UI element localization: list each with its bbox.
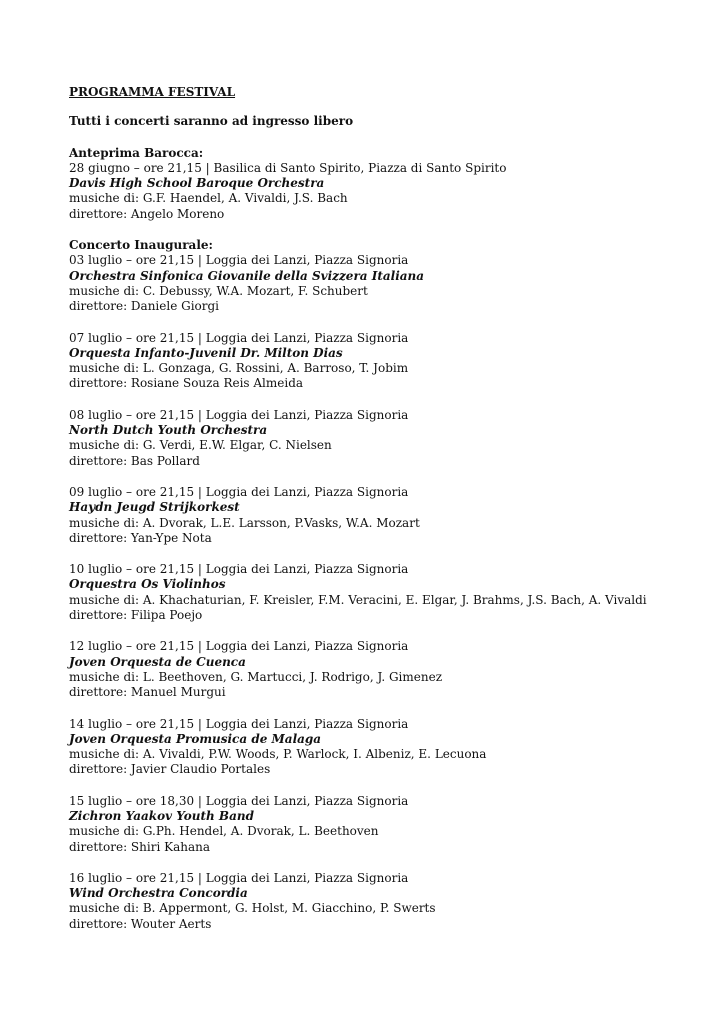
concert-program: musiche di: G. Verdi, E.W. Elgar, C. Nielsen [69,438,332,453]
concert-list [69,146,709,932]
concert-date-venue: 03 luglio – ore 21,15 | Loggia dei Lanzi, Piazza Signoria [69,253,409,268]
concert-date-venue: 09 luglio – ore 21,15 | Loggia dei Lanzi, Piazza Signoria [69,484,409,499]
concert-program: musiche di: A. Dvorak, L.E. Larsson, P.Vasks, W.A. Mozart [69,515,420,530]
concert-director: direttore: Bas Pollard [69,453,200,468]
concert-director: direttore: Manuel Murgui [69,685,226,700]
concert-date-venue: 10 luglio – ore 21,15 | Loggia dei Lanzi, Piazza Signoria [69,562,409,577]
concert-entry [69,871,709,932]
concert-entry [69,146,709,222]
concert-orchestra: Orquestra Os Violinhos [69,577,226,592]
concert-date-venue: 08 luglio – ore 21,15 | Loggia dei Lanzi, Piazza Signoria [69,407,409,422]
concert-director: direttore: Wouter Aerts [69,916,212,931]
concert-director: direttore: Yan-Ype Nota [69,530,212,545]
concert-director: direttore: Angelo Moreno [69,206,225,221]
concert-orchestra: Orquesta Infanto-Juvenil Dr. Milton Dias [69,345,343,360]
concert-entry [69,331,709,392]
concert-entry [69,794,709,855]
concert-entry [69,408,709,469]
concert-program: musiche di: L. Beethoven, G. Martucci, J. Rodrigo, J. Gimenez [69,669,443,684]
concert-orchestra: Joven Orquesta de Cuenca [69,654,246,669]
concert-orchestra: North Dutch Youth Orchestra [69,423,268,438]
concert-program: musiche di: C. Debussy, W.A. Mozart, F. Schubert [69,283,368,298]
page-title: PROGRAMMA FESTIVAL [69,85,236,99]
concert-orchestra: Haydn Jeugd Strijkorkest [69,500,240,515]
concert-date-venue: 12 luglio – ore 21,15 | Loggia dei Lanzi, Piazza Signoria [69,639,409,654]
concert-director: direttore: Filipa Poejo [69,608,203,623]
concert-orchestra: Orchestra Sinfonica Giovanile della Svizzera Italiana [69,268,425,283]
concert-date-venue: 07 luglio – ore 21,15 | Loggia dei Lanzi, Piazza Signoria [69,330,409,345]
concert-date-venue: 14 luglio – ore 21,15 | Loggia dei Lanzi, Piazza Signoria [69,716,409,731]
concert-program: musiche di: L. Gonzaga, G. Rossini, A. Barroso, T. Jobim [69,361,409,376]
concert-orchestra: Davis High School Baroque Orchestra [69,176,325,191]
concert-orchestra: Wind Orchestra Concordia [69,886,248,901]
concert-director: direttore: Javier Claudio Portales [69,762,271,777]
concert-heading: Concerto Inaugurale: [69,238,213,253]
concert-program: musiche di: B. Appermont, G. Holst, M. Giacchino, P. Swerts [69,901,436,916]
concert-entry [69,562,709,623]
concert-director: direttore: Shiri Kahana [69,839,210,854]
concert-date-venue: 16 luglio – ore 21,15 | Loggia dei Lanzi, Piazza Signoria [69,870,409,885]
concert-program: musiche di: A. Khachaturian, F. Kreisler, F.M. Veracini, E. Elgar, J. Brahms, J.S. Bach, A. Vivaldi [69,592,647,607]
concert-director: direttore: Rosiane Souza Reis Almeida [69,376,304,391]
concert-entry [69,238,709,314]
page-subtitle: Tutti i concerti saranno ad ingresso libero [69,114,354,129]
concert-date-venue: 28 giugno – ore 21,15 | Basilica di Santo Spirito, Piazza di Santo Spirito [69,160,507,175]
concert-program: musiche di: G.F. Haendel, A. Vivaldi, J.S. Bach [69,191,348,206]
concert-director: direttore: Daniele Giorgi [69,299,220,314]
concert-program: musiche di: A. Vivaldi, P.W. Woods, P. Warlock, I. Albeniz, E. Lecuona [69,747,487,762]
concert-orchestra: Zichron Yaakov Youth Band [69,808,254,823]
concert-date-venue: 15 luglio – ore 18,30 | Loggia dei Lanzi, Piazza Signoria [69,793,409,808]
concert-entry [69,639,709,700]
document-page [69,85,709,948]
concert-entry [69,485,709,546]
concert-heading: Anteprima Barocca: [69,145,204,160]
concert-program: musiche di: G.Ph. Hendel, A. Dvorak, L. Beethoven [69,824,379,839]
concert-orchestra: Joven Orquesta Promusica de Malaga [69,731,322,746]
concert-entry [69,717,709,778]
